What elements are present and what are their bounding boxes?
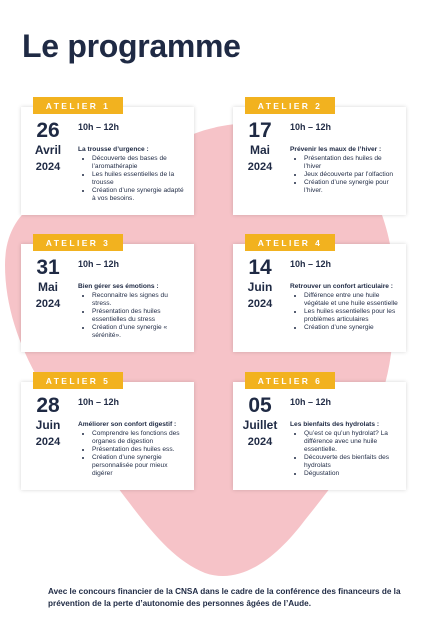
date-day: 28 (36, 394, 60, 417)
page-title: Le programme (22, 28, 241, 64)
workshop-theme: La trousse d’urgence : (78, 146, 149, 153)
date-month: Juin (35, 418, 61, 432)
atelier-badge: ATELIER 6 (245, 372, 335, 389)
workshop-item: • Dégustation (304, 470, 400, 478)
date-day: 05 (248, 394, 272, 417)
workshop-date (24, 394, 72, 451)
date-month: Mai (37, 280, 58, 294)
workshop-date (236, 256, 284, 313)
atelier-badge: ATELIER 4 (245, 234, 335, 251)
workshop-items (290, 292, 400, 332)
date-month: Avril (34, 143, 62, 157)
workshop-time: 10h – 12h (78, 397, 120, 407)
workshop-item: • Les huiles essentielles de la trousse (92, 171, 188, 187)
workshop-item: • Découverte des bases de l’aromathérapie (92, 155, 188, 171)
date-day: 17 (248, 119, 272, 142)
date-month: Juin (247, 280, 273, 294)
workshop-theme: Les bienfaits des hydrolats : (290, 421, 380, 428)
workshop-items (290, 430, 400, 478)
atelier-card-1 (21, 100, 194, 215)
workshop-content (78, 283, 188, 340)
workshop-time: 10h – 12h (78, 259, 120, 269)
workshop-theme: Retrouver un confort articulaire : (290, 283, 393, 290)
workshop-item: • Création d’une synergie personnalisée pour mieux digérer (92, 454, 188, 478)
workshop-item: • Qu’est ce qu’un hydrolat? La différence avec une huile essentielle. (304, 430, 400, 454)
workshop-item: • Création d’une synergie adapté à vos besoins. (92, 187, 188, 203)
atelier-card-6 (233, 375, 406, 490)
workshop-theme: Améliorer son confort digestif : (78, 421, 177, 428)
workshop-time: 10h – 12h (78, 122, 120, 132)
workshop-theme: Bien gérer ses émotions : (78, 283, 159, 290)
funding-note: Avec le concours financier de la CNSA dans le cadre de la conférence des financeurs de la prévention de la perte d’autonomie des personnes âgées de l’Aude. (48, 587, 401, 608)
workshop-content (290, 421, 400, 478)
date-year: 2024 (35, 298, 61, 310)
workshop-items (78, 155, 188, 203)
date-day: 26 (36, 119, 60, 142)
atelier-card-2 (233, 100, 406, 215)
workshop-date (24, 119, 72, 176)
workshop-item: • Différence entre une huile végétale et une huile essentielle (304, 292, 400, 308)
atelier-badge: ATELIER 2 (245, 97, 335, 114)
date-day: 14 (248, 256, 272, 279)
workshop-item: • Création d’une synergie (304, 324, 400, 332)
date-year: 2024 (35, 436, 61, 448)
workshop-item: • Découverte des bienfaits des hydrolats (304, 454, 400, 470)
date-month: Mai (249, 143, 270, 157)
workshop-time: 10h – 12h (290, 122, 332, 132)
workshop-date (236, 119, 284, 176)
workshop-content (290, 283, 400, 332)
date-year: 2024 (247, 436, 273, 448)
atelier-badge: ATELIER 1 (33, 97, 123, 114)
workshop-content (290, 146, 400, 195)
workshop-time: 10h – 12h (290, 397, 332, 407)
date-year: 2024 (35, 161, 61, 173)
workshop-items (78, 292, 188, 340)
atelier-card-4 (233, 237, 406, 352)
atelier-badge: ATELIER 5 (33, 372, 123, 389)
workshop-item: • Création d’une synergie « sérénité». (92, 324, 188, 340)
workshop-items (290, 155, 400, 195)
workshop-content (78, 146, 188, 203)
workshop-date (236, 394, 284, 451)
date-year: 2024 (247, 161, 273, 173)
atelier-badge: ATELIER 3 (33, 234, 123, 251)
atelier-card-3 (21, 237, 194, 352)
workshop-date (24, 256, 72, 313)
workshop-content (78, 421, 188, 478)
date-day: 31 (36, 256, 60, 279)
workshop-item: • Création d’une synergie pour l’hiver. (304, 179, 400, 195)
workshop-items (78, 430, 188, 478)
date-year: 2024 (247, 298, 273, 310)
workshop-item: • Les huiles essentielles pour les problèmes articulaires (304, 308, 400, 324)
date-month: Juillet (242, 418, 278, 432)
workshop-item: • Présentation des huiles de l’hiver (304, 155, 400, 171)
workshop-item: • Présentation des huiles essentielles du stress (92, 308, 188, 324)
workshop-time: 10h – 12h (290, 259, 332, 269)
atelier-card-5 (21, 375, 194, 490)
workshop-item: • Jeux découverte par l’olfaction (304, 171, 400, 179)
workshop-item: • Présentation des huiles ess. (92, 446, 188, 454)
workshop-item: • Comprendre les fonctions des organes de digestion (92, 430, 188, 446)
workshop-item: • Reconnaitre les signes du stress. (92, 292, 188, 308)
workshop-theme: Prévenir les maux de l’hiver : (290, 146, 382, 153)
